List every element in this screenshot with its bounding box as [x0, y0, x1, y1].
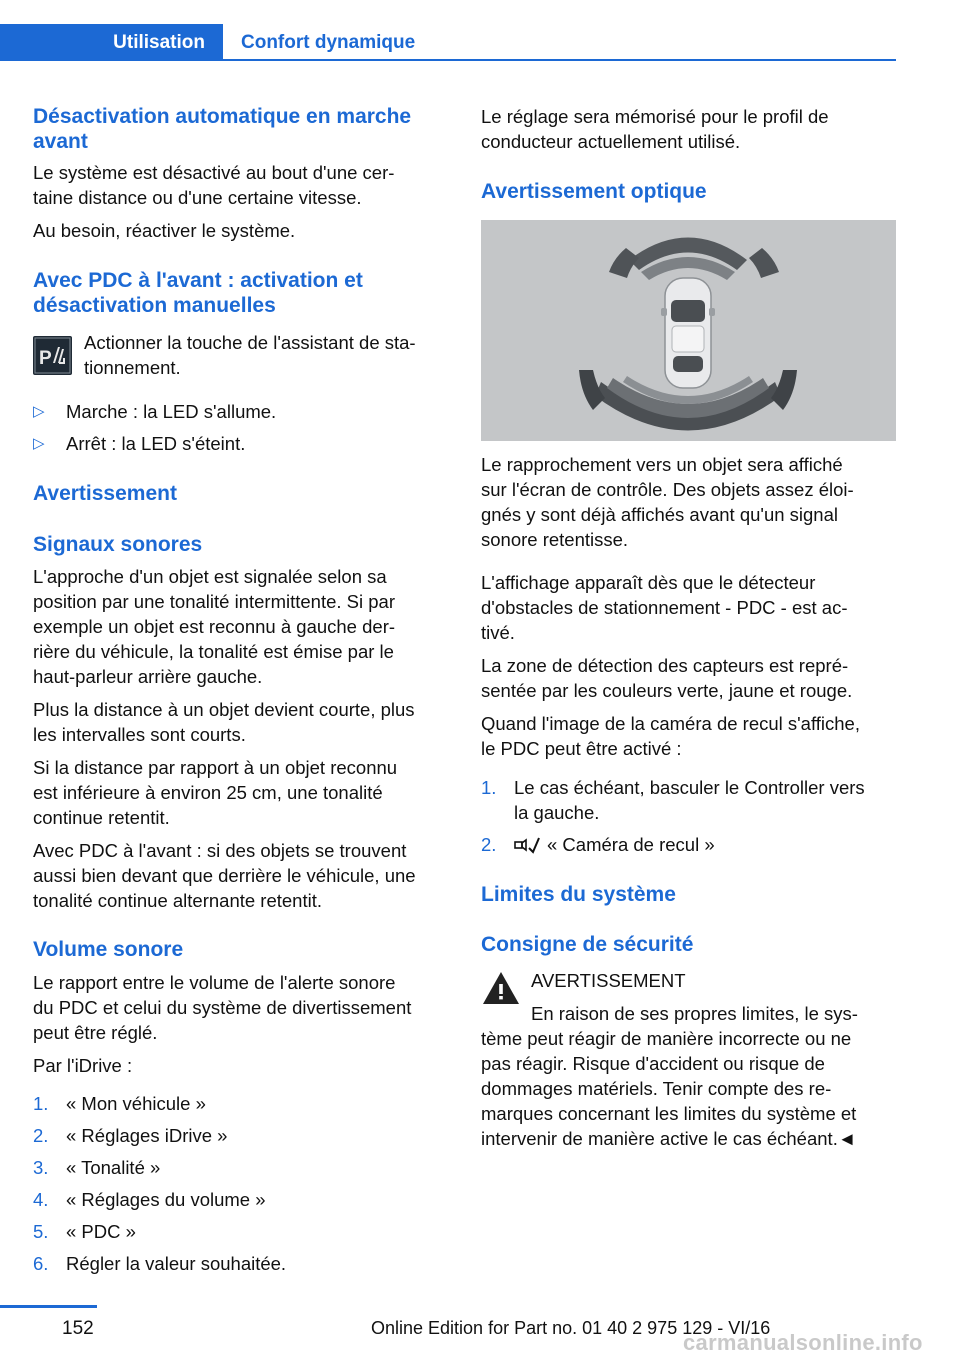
paragraph-desactivation-line2: taine distance ou d'une certaine vitesse.: [33, 187, 362, 208]
warning-text-line2: tème peut réagir de manière incorrecte ou ne: [481, 1028, 852, 1049]
tab-confort-dynamique[interactable]: Confort dynamique: [241, 31, 416, 53]
list-item-marche: Marche : la LED s'allume.: [66, 401, 277, 422]
warning-title: AVERTISSEMENT: [531, 970, 686, 991]
paragraph-desactivation-line1: Le système est désactivé au bout d'une cer-: [33, 162, 395, 183]
list-item-line2: la gauche.: [514, 802, 600, 823]
paragraph-par-idrive: Par l'iDrive :: [33, 1055, 133, 1076]
list-item-camera-de-recul: « Caméra de recul »: [547, 834, 715, 855]
step-number: 2.: [481, 834, 497, 855]
paragraph-25cm-line2: est inférieure à environ 25 cm, une tonalité: [33, 782, 383, 803]
rear-camera-icon: [514, 835, 540, 855]
paragraph-affichage-line3: tivé.: [481, 622, 515, 643]
bullet-marker-icon: ▷: [33, 403, 45, 420]
warning-text-line4: dommages matériels. Tenir compte des re-: [481, 1078, 832, 1099]
step-number: 5.: [33, 1221, 49, 1242]
step-number: 6.: [33, 1253, 49, 1274]
step-number: 3.: [33, 1157, 49, 1178]
paragraph-volume-line1: Le rapport entre le volume de l'alerte sonore: [33, 972, 396, 993]
heading-consigne-securite: Consigne de sécurité: [481, 933, 694, 956]
paragraph-rapprochement-line3: gnés y sont déjà affichés avant qu'un signal: [481, 504, 838, 525]
watermark: carmanualsonline.info: [683, 1330, 923, 1355]
paragraph-rapprochement-line4: sonore retentisse.: [481, 529, 629, 550]
svg-text:P: P: [39, 348, 52, 369]
paragraph-rapprochement-line2: sur l'écran de contrôle. Des objets assez éloi-: [481, 479, 854, 500]
parking-assistant-button-icon: [33, 336, 72, 375]
paragraph-affichage-line2: d'obstacles de stationnement - PDC - est ac-: [481, 597, 848, 618]
step-number: 1.: [481, 777, 497, 798]
paragraph-zone-line2: sentée par les couleurs verte, jaune et rouge.: [481, 680, 853, 701]
paragraph-volume-line3: peut être réglé.: [33, 1022, 158, 1043]
footer-rule: [0, 1305, 97, 1308]
heading-pdc-avant-line2: désactivation manuelles: [33, 294, 276, 317]
page-number: 152: [62, 1318, 94, 1339]
paragraph-camera-line1: Quand l'image de la caméra de recul s'affiche,: [481, 713, 860, 734]
paragraph-distance-line2: les intervalles sont courts.: [33, 724, 246, 745]
paragraph-reglage-line2: conducteur actuellement utilisé.: [481, 131, 741, 152]
paragraph-zone-line1: La zone de détection des capteurs est repré-: [481, 655, 849, 676]
pdc-display-illustration: [481, 220, 896, 441]
paragraph-approche-line3: exemple un objet est reconnu à gauche der-: [33, 616, 396, 637]
tab-utilisation[interactable]: Utilisation: [0, 24, 223, 61]
heading-volume-sonore: Volume sonore: [33, 938, 184, 961]
paragraph-pdc-avant-line1: Avec PDC à l'avant : si des objets se trouvent: [33, 840, 407, 861]
paragraph-camera-line2: le PDC peut être activé :: [481, 738, 682, 759]
heading-avertissement: Avertissement: [33, 482, 177, 505]
paragraph-pdc-avant-line3: tonalité continue alternante retentit.: [33, 890, 322, 911]
paragraph-affichage-line1: L'affichage apparaît dès que le détecteur: [481, 572, 816, 593]
list-item-line1: Le cas échéant, basculer le Controller vers: [514, 777, 865, 798]
step-number: 2.: [33, 1125, 49, 1146]
paragraph-rapprochement-line1: Le rapprochement vers un objet sera affiché: [481, 454, 843, 475]
list-item-arret: Arrêt : la LED s'éteint.: [66, 433, 246, 454]
list-item: « Réglages du volume »: [66, 1189, 266, 1210]
step-number: 1.: [33, 1093, 49, 1114]
warning-text-line3: pas réagir. Risque d'accident ou risque de: [481, 1053, 825, 1074]
paragraph-approche-line1: L'approche d'un objet est signalée selon sa: [33, 566, 387, 587]
paragraph-pdc-avant-line2: aussi bien devant que derrière le véhicule, une: [33, 865, 416, 886]
list-item: « Réglages iDrive »: [66, 1125, 228, 1146]
paragraph-25cm-line3: continue retentit.: [33, 807, 170, 828]
warning-text-line1: En raison de ses propres limites, le sys-: [531, 1003, 858, 1024]
heading-pdc-avant-line1: Avec PDC à l'avant : activation et: [33, 269, 363, 292]
list-item: « Mon véhicule »: [66, 1093, 206, 1114]
list-item: « Tonalité »: [66, 1157, 161, 1178]
paragraph-actionner-line2: tionnement.: [84, 357, 181, 378]
warning-text-line5: marques concernant les limites du système et: [481, 1103, 857, 1124]
paragraph-actionner-line1: Actionner la touche de l'assistant de sta-: [84, 332, 416, 353]
paragraph-25cm-line1: Si la distance par rapport à un objet reconnu: [33, 757, 398, 778]
list-item: Régler la valeur souhaitée.: [66, 1253, 287, 1274]
list-item: « PDC »: [66, 1221, 136, 1242]
paragraph-reactiver: Au besoin, réactiver le système.: [33, 220, 296, 241]
paragraph-approche-line4: rière du véhicule, la tonalité est émise par le: [33, 641, 394, 662]
heading-signaux-sonores: Signaux sonores: [33, 533, 203, 556]
heading-avertissement-optique: Avertissement optique: [481, 180, 707, 203]
edition-info: Online Edition for Part no. 01 40 2 975 129 - VI/16: [371, 1318, 771, 1338]
heading-limites-systeme: Limites du système: [481, 883, 676, 906]
paragraph-approche-line2: position par une tonalité intermittente. Si par: [33, 591, 395, 612]
page-header: [0, 0, 896, 62]
step-number: 4.: [33, 1189, 49, 1210]
warning-triangle-icon: [481, 970, 521, 1006]
paragraph-volume-line2: du PDC et celui du système de divertissement: [33, 997, 412, 1018]
header-rule: [223, 59, 896, 61]
paragraph-approche-line5: haut-parleur arrière gauche.: [33, 666, 263, 687]
paragraph-distance-line1: Plus la distance à un objet devient courte, plus: [33, 699, 415, 720]
warning-text-line6: intervenir de manière active le cas échéant.◄: [481, 1128, 857, 1149]
heading-desactivation-automatique: Désactivation automatique en marche avant: [33, 105, 412, 153]
paragraph-reglage-line1: Le réglage sera mémorisé pour le profil de: [481, 106, 829, 127]
bullet-marker-icon: ▷: [33, 435, 45, 452]
